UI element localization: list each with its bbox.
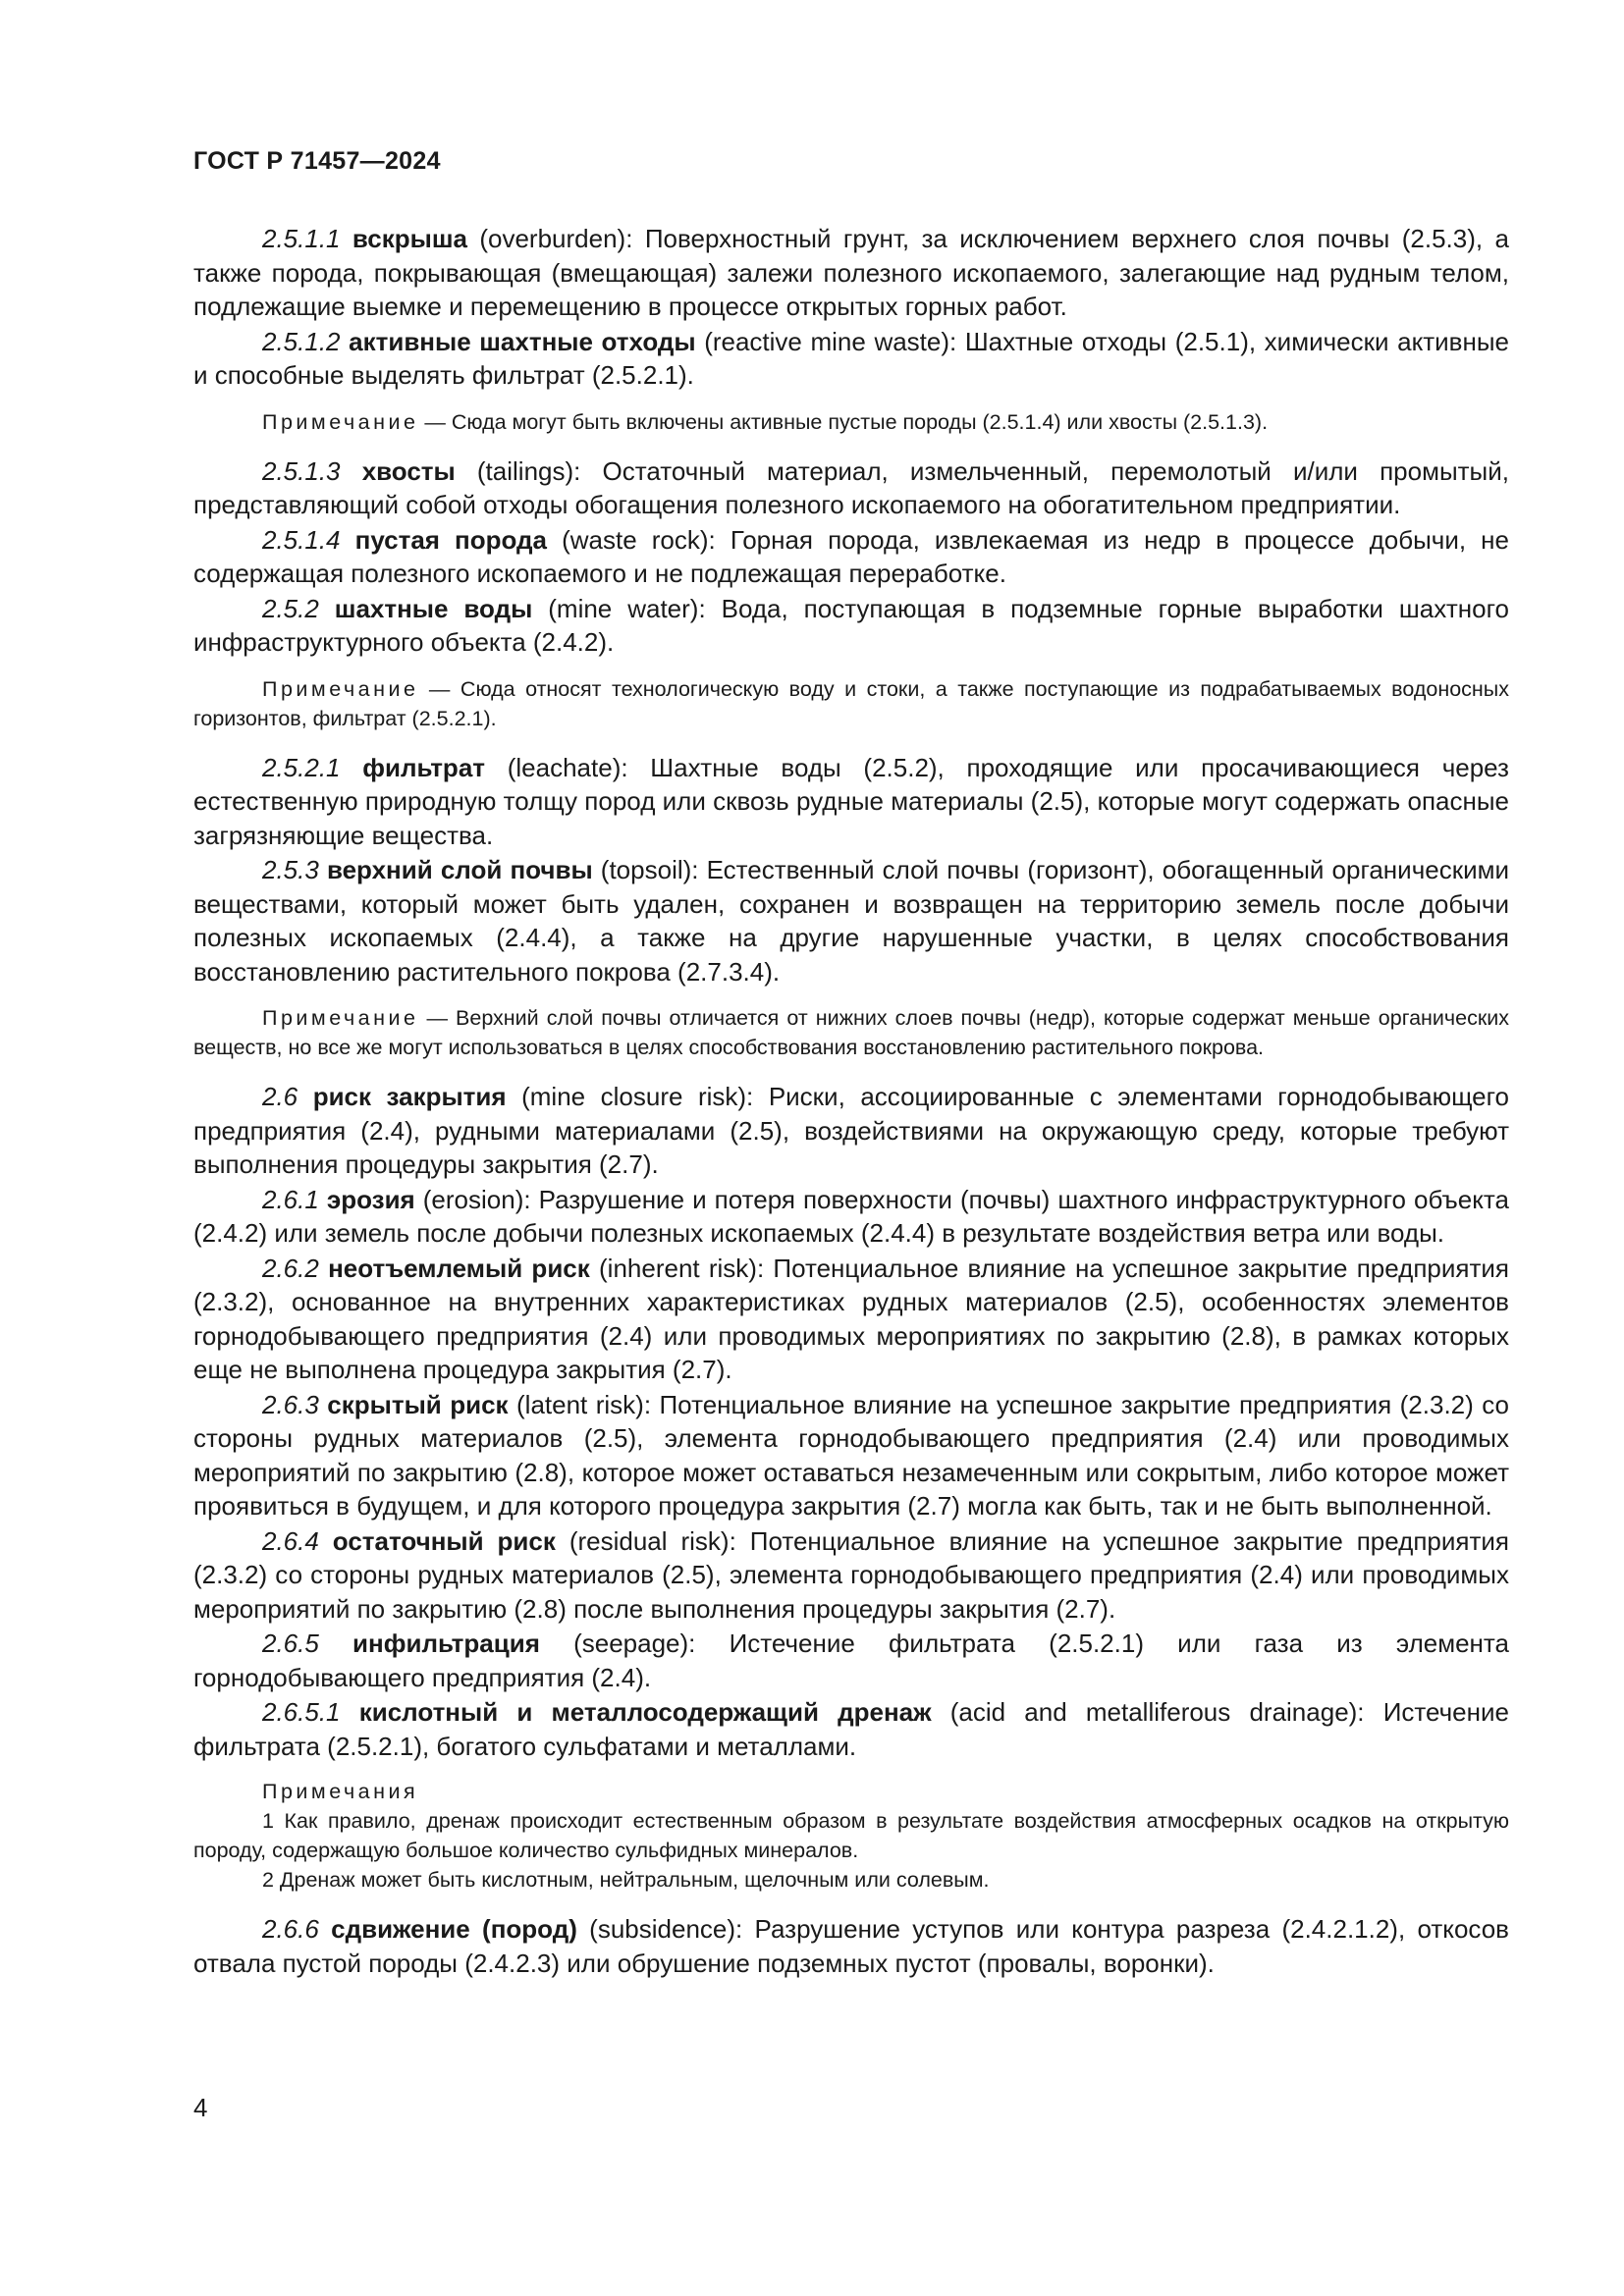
term-english: (overburden): (466, 224, 633, 253)
term-number: 2.5.2 (262, 593, 319, 623)
term-english: (seepage): (539, 1629, 696, 1658)
term-entry (193, 1388, 1509, 1523)
term-name: сдвижение (пород) (331, 1914, 577, 1944)
term-entry (193, 1524, 1509, 1627)
term-definition: Потенциальное влияние на успешное закрытие предприятия (2.3.2) со стороны рудных материалов (2.5), элемента горнодобывающего предприятия (2.4) или проводимых мероприятий по закрытию (2.8), которое может оставаться незамеченным или сокрытым, либо которое может проявиться в будущем, и для которого процедура закрытия (2.7) могла как быть, так и не быть выполненной. (193, 1389, 1509, 1521)
term-english: (mine water): (532, 593, 706, 623)
term-name: риск закрытия (312, 1082, 507, 1111)
term-definition: Остаточный материал, измельченный, перемолотый и/или промытый, представляющий собой отходы обогащения полезного ископаемого на обогатительном предприятии. (193, 455, 1509, 519)
document-id: ГОСТ Р 71457—2024 (193, 147, 441, 175)
term-entry (193, 523, 1509, 591)
term-entry (193, 1695, 1509, 1763)
term-name: кислотный и металлосодержащий дренаж (358, 1697, 932, 1727)
note-label: Примечание (262, 1006, 419, 1030)
term-number: 2.5.1.1 (262, 224, 341, 253)
term-definition: Вода, поступающая в подземные горные выработки шахтного инфраструктурного объекта (2.4.2). (193, 593, 1509, 657)
term-number: 2.5.3 (262, 855, 319, 884)
term-definition: Шахтные отходы (2.5.1), химически активные и способные выделять фильтрат (2.5.2.1). (193, 326, 1509, 390)
term-name: хвосты (361, 455, 456, 486)
note (193, 674, 1509, 733)
term-number: 2.6.4 (262, 1525, 319, 1556)
term-entry (193, 222, 1509, 324)
term-entry (193, 751, 1509, 853)
term-definition: Потенциальное влияние на успешное закрытие предприятия (2.3.2), основанное на внутренних характеристиках рудных материалов (2.5), особенностях элементов горнодобывающего предприятия (2.4) или проводимых мероприятиях по закрытию (2.8), в рамках которых еще не выполнена процедура закрытия (2.7). (193, 1253, 1509, 1384)
term-number: 2.6 (262, 1082, 298, 1111)
term-number: 2.5.1.3 (262, 455, 341, 486)
term-name: вскрыша (352, 224, 467, 253)
term-entry (193, 1183, 1509, 1251)
term-name: остаточный риск (332, 1525, 556, 1556)
term-definition: Разрушение и потеря поверхности (почвы) шахтного инфраструктурного объекта (2.4.2) или земель после добычи полезных ископаемых (2.4.4) в результате воздействия ветра или воды. (193, 1184, 1509, 1248)
term-name: верхний слой почвы (326, 855, 593, 884)
term-number: 2.6.2 (262, 1253, 319, 1283)
notes-list-item: 1 Как правило, дренаж происходит естественным образом в результате воздействия атмосферных осадков на открытую породу, содержащую большое количество сульфидных минералов. (193, 1809, 1509, 1862)
note-label: Примечание (262, 409, 419, 434)
term-number: 2.5.1.2 (262, 326, 341, 356)
term-definition: Потенциальное влияние на успешное закрытие предприятия (2.3.2) со стороны рудных материалов (2.5), элемента горнодобывающего предприятия (2.4) или проводимых мероприятий по закрытию (2.8) после выполнения процедуры закрытия (2.7). (193, 1525, 1509, 1624)
note-text: — Верхний слой почвы отличается от нижних слоев почвы (недр), которые содержат меньше органических веществ, но все же могут использоваться в целях способствования восстановлению растительного покрова. (193, 1006, 1509, 1059)
note-label: Примечание (262, 676, 419, 701)
term-number: 2.6.5.1 (262, 1697, 341, 1727)
term-definition: Поверхностный грунт, за исключением верхнего слоя почвы (2.5.3), а также порода, покрывающая (вмещающая) залежи полезного ископаемого, залегающие над рудным телом, подлежащие выемке и перемещению в процессе открытых горных работ. (193, 224, 1509, 321)
term-definition: Истечение фильтрата (2.5.2.1), богатого сульфатами и металлами. (193, 1697, 1509, 1761)
term-number: 2.6.6 (262, 1914, 319, 1944)
term-number: 2.5.2.1 (262, 752, 341, 782)
term-definition: Горная порода, извлекаемая из недр в процессе добычи, не содержащая полезного ископаемого и не подлежащая переработке. (193, 524, 1509, 588)
term-name: фильтрат (362, 752, 486, 782)
term-entry (193, 325, 1509, 393)
term-definition: Истечение фильтрата (2.5.2.1) или газа из элемента горнодобывающего предприятия (2.4). (193, 1629, 1509, 1692)
note-text: — Сюда могут быть включены активные пустые породы (2.5.1.4) или хвосты (2.5.1.3). (418, 409, 1269, 434)
term-name: активные шахтные отходы (349, 326, 696, 356)
term-name: шахтные воды (334, 593, 533, 623)
notes-list-item: 2 Дренаж может быть кислотным, нейтральным, щелочным или солевым. (262, 1868, 990, 1892)
page-number: 4 (193, 2093, 208, 2122)
term-entry (193, 853, 1509, 988)
term-english: (residual risk): (555, 1525, 736, 1556)
term-english: (topsoil): (592, 855, 699, 884)
term-english: (tailings): (455, 455, 581, 486)
notes-list (193, 1777, 1509, 1895)
note (193, 407, 1509, 437)
term-english: (reactive mine waste): (695, 326, 957, 356)
term-name: пустая порода (354, 524, 548, 555)
term-entry (193, 592, 1509, 660)
term-english: (leachate): (485, 752, 628, 782)
term-definition: Естественный слой почвы (горизонт), обогащенный органическими веществами, который может быть удален, сохранен и возвращен на территорию земель после добычи полезных ископаемых (2.4.4), а также на другие нарушенные участки, в целях способствования восстановлению растительного покрова (2.7.3.4). (193, 855, 1509, 987)
term-name: инфильтрация (352, 1629, 540, 1658)
term-name: эрозия (326, 1184, 415, 1214)
term-number: 2.6.3 (262, 1389, 319, 1419)
term-name: неотъемлемый риск (328, 1253, 590, 1283)
term-english: (mine closure risk): (506, 1082, 754, 1111)
term-definition: Разрушение уступов или контура разреза (2.4.2.1.2), откосов отвала пустой породы (2.4.2.3) или обрушение подземных пустот (провалы, воронки). (193, 1914, 1509, 1978)
term-entry (193, 1080, 1509, 1182)
term-english: (subsidence): (576, 1914, 743, 1944)
term-number: 2.6.5 (262, 1629, 319, 1658)
term-entry (193, 1627, 1509, 1694)
term-entry (193, 1252, 1509, 1387)
term-english: (latent risk): (508, 1389, 652, 1419)
term-english: (acid and metalliferous drainage): (931, 1697, 1365, 1727)
content (193, 222, 1509, 1981)
term-entry (193, 454, 1509, 522)
term-number: 2.5.1.4 (262, 524, 341, 555)
term-english: (waste rock): (547, 524, 716, 555)
term-name: скрытый риск (327, 1389, 509, 1419)
term-number: 2.6.1 (262, 1184, 319, 1214)
note-text: — Сюда относят технологическую воду и стоки, а также поступающие из подрабатываемых водоносных горизонтов, фильтрат (2.5.2.1). (193, 676, 1509, 730)
term-definition: Риски, ассоциированные с элементами горнодобывающего предприятия (2.4), рудными материалами (2.5), воздействиями на окружающую среду, которые требуют выполнения процедуры закрытия (2.7). (193, 1082, 1509, 1179)
note (193, 1003, 1509, 1062)
term-english: (inherent risk): (589, 1253, 765, 1283)
term-entry (193, 1912, 1509, 1980)
term-english: (erosion): (414, 1184, 531, 1214)
notes-list-label: Примечания (262, 1780, 419, 1803)
term-definition: Шахтные воды (2.5.2), проходящие или просачивающиеся через естественную природную толщу пород или сквозь рудные материалы (2.5), которые могут содержать опасные загрязняющие вещества. (193, 752, 1509, 850)
